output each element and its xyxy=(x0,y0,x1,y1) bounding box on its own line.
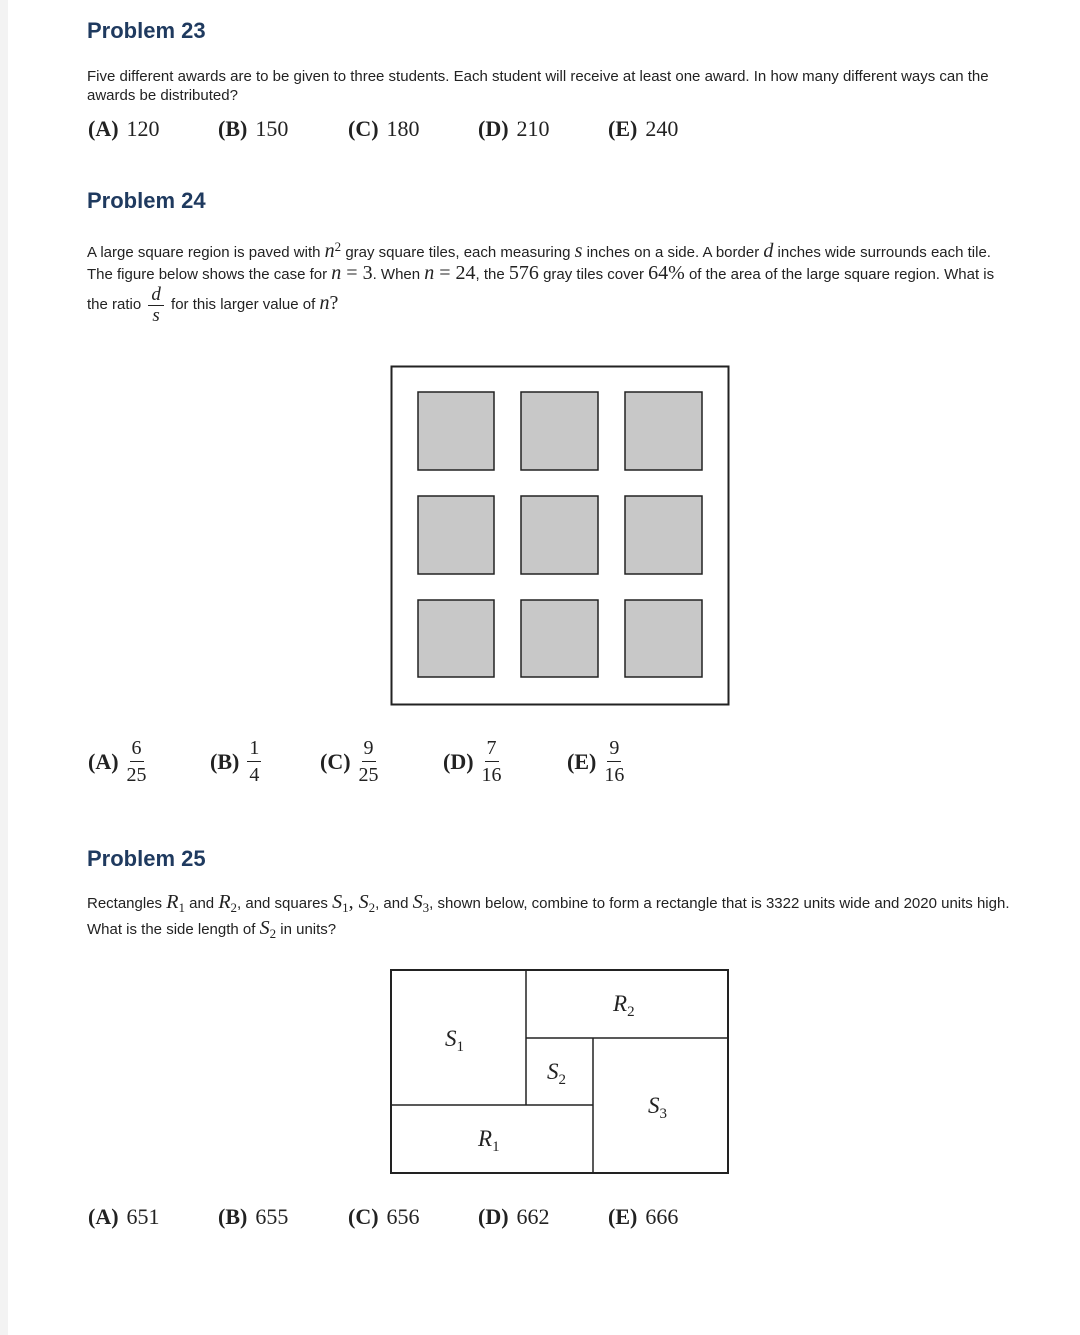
choice-a[interactable]: (A) $\frac{6}{25}$ xyxy=(88,737,147,786)
choice-c[interactable]: (C) 180 xyxy=(348,116,420,141)
choice-b[interactable]: (B) 150 xyxy=(218,116,289,141)
problem-25-title: Problem 25 xyxy=(87,846,206,871)
gray-tile xyxy=(418,600,494,677)
ratio-d-over-s: $\frac{d}{s}$ xyxy=(148,285,164,325)
gray-tile xyxy=(521,496,598,574)
gray-tile xyxy=(625,600,702,677)
gray-tile xyxy=(625,392,702,470)
rectangle-partition-figure xyxy=(389,968,731,1176)
gray-tile xyxy=(521,392,598,470)
choice-e[interactable]: (E) 666 xyxy=(608,1204,679,1229)
problem-23-text: Five different awards are to be given to three students. Each student will receive at least one award. In how many different ways can the awards be distributed? xyxy=(87,68,989,104)
problem-25-text: Rectangles $R_1$ and $R_2$, and squares $S_1$, $S_2$, and $S_3$, shown below, combine to form a rectangle that is 3322 units wide and 2020 units high. What is the side length of $S_2$ in units? xyxy=(87,891,1010,941)
problem-23-title: Problem 23 xyxy=(87,18,206,43)
choice-a[interactable]: (A) 651 xyxy=(88,1204,160,1229)
label-r2: $R_2$ xyxy=(613,991,635,1020)
label-s1: $S_1$ xyxy=(445,1026,464,1055)
gray-tile xyxy=(521,600,598,677)
choice-d[interactable]: (D) $\frac{7}{16}$ xyxy=(443,737,502,786)
choice-c[interactable]: (C) $\frac{9}{25}$ xyxy=(320,737,379,786)
problem-24-choices xyxy=(88,737,677,786)
problem-23-choices xyxy=(88,116,738,142)
problem-24-title: Problem 24 xyxy=(87,188,206,213)
choice-d[interactable]: (D) 662 xyxy=(478,1204,550,1229)
problem-25-choices xyxy=(88,1204,738,1230)
gray-tile xyxy=(418,392,494,470)
page-edge xyxy=(0,0,8,1335)
choice-a[interactable]: (A) 120 xyxy=(88,116,160,141)
label-r1: $R_1$ xyxy=(478,1126,500,1155)
choice-b[interactable]: (B) 655 xyxy=(218,1204,289,1229)
choice-c[interactable]: (C) 656 xyxy=(348,1204,420,1229)
choice-e[interactable]: (E) $\frac{9}{16}$ xyxy=(567,737,625,786)
choice-d[interactable]: (D) 210 xyxy=(478,116,550,141)
tile-grid-figure xyxy=(390,365,730,707)
gray-tile xyxy=(625,496,702,574)
choice-e[interactable]: (E) 240 xyxy=(608,116,679,141)
gray-tile xyxy=(418,496,494,574)
choice-b[interactable]: (B) $\frac{1}{4}$ xyxy=(210,737,260,786)
problem-24-text: A large square region is paved with $n^2$ gray square tiles, each measuring s inches on a side. A border d inches wide surrounds each tile. The figure below shows the case for n = 3. When n = 24, the 576 gray tiles cover 64% of the area of the large square region. What is the ratio $\frac{d}{s}$ for this larger value of n? xyxy=(87,239,995,326)
label-s2: $S_2$ xyxy=(547,1059,566,1088)
label-s3: $S_3$ xyxy=(648,1093,667,1122)
